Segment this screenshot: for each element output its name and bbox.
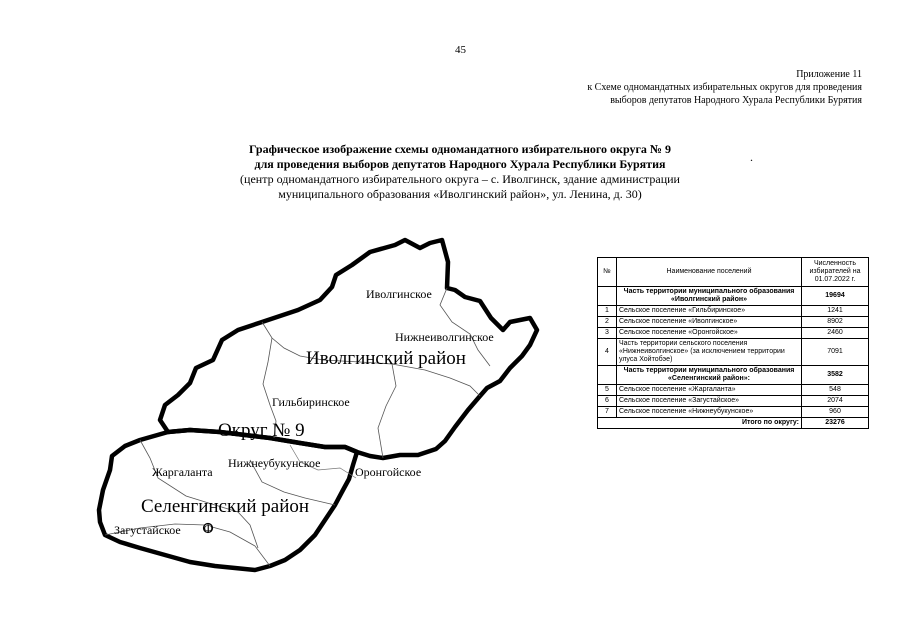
table-row: 1 Сельское поселение «Гильбиринское» 1241 (598, 306, 869, 317)
center-symbol: Ф (203, 521, 213, 535)
group-row-selenginsky (598, 366, 869, 385)
label-orongoyskoe: Оронгойское (355, 465, 422, 479)
total-label: Итого по округу: (598, 418, 802, 429)
center-line-2: муниципального образования «Иволгинский район», ул. Ленина, д. 30) (278, 187, 642, 201)
table-row: 4 Часть территории сельского поселения «Нижнеиволгинское» (за исключением территории улуса Хойтобэе) 7091 (598, 339, 869, 366)
center-line-1: (центр одномандатного избирательного округа – с. Иволгинск, здание администрации (240, 172, 680, 186)
table-row: 7 Сельское поселение «Нижнеубукунское» 960 (598, 407, 869, 418)
group1-name: Часть территории муниципального образования «Иволгинский район» (617, 287, 802, 306)
label-selenginsky-district: Селенгинский район (141, 496, 310, 517)
table-row: 2 Сельское поселение «Иволгинское» 8902 (598, 317, 869, 328)
appendix-line-1: Приложение 11 (796, 69, 862, 80)
group1-value: 19694 (802, 287, 869, 306)
label-nizhneivolginskoe: Нижнеиволгинское (395, 330, 494, 344)
title-line-1: Графическое изображение схемы одномандатного избирательного округа № 9 (249, 142, 671, 156)
label-gilbirinskoe: Гильбиринское (272, 395, 350, 409)
header-num: № (598, 258, 617, 287)
total-row (598, 418, 869, 429)
table-row: 3 Сельское поселение «Оронгойское» 2460 (598, 328, 869, 339)
table-row: 6 Сельское поселение «Загустайское» 2074 (598, 396, 869, 407)
district-center-marker (204, 521, 213, 535)
label-district-number: Округ № 9 (218, 420, 305, 441)
border-gilbirinskoe-orongoy (378, 364, 396, 458)
settlements-table (597, 257, 869, 429)
group-row-ivolginsky (598, 287, 869, 306)
table-row: 5 Сельское поселение «Жаргаланта» 548 (598, 385, 869, 396)
total-value: 23276 (802, 418, 869, 429)
group2-name: Часть территории муниципального образования «Селенгинский район»: (617, 366, 802, 385)
table-header-row (598, 258, 869, 287)
title-line-2: для проведения выборов депутатов Народного Хурала Республики Бурятия (254, 157, 666, 171)
label-zagustayskoe: Загустайское (114, 523, 181, 537)
header-voters: Численность избирателей на 01.07.2022 г. (802, 258, 869, 287)
appendix-line-2: к Схеме одномандатных избирательных округов для проведения (587, 82, 862, 93)
label-zhargalanta: Жаргаланта (152, 465, 213, 479)
label-nizhneubukunskoe: Нижнеубукунское (228, 456, 321, 470)
page-number: 45 (455, 44, 466, 56)
appendix-line-3: выборов депутатов Народного Хурала Республики Бурятия (610, 95, 862, 106)
header-name: Наименование поселений (617, 258, 802, 287)
label-ivolginsky-district: Иволгинский район (306, 348, 466, 369)
group2-value: 3582 (802, 366, 869, 385)
stray-dot: . (750, 150, 753, 164)
label-ivolginskoe: Иволгинское (366, 287, 432, 301)
